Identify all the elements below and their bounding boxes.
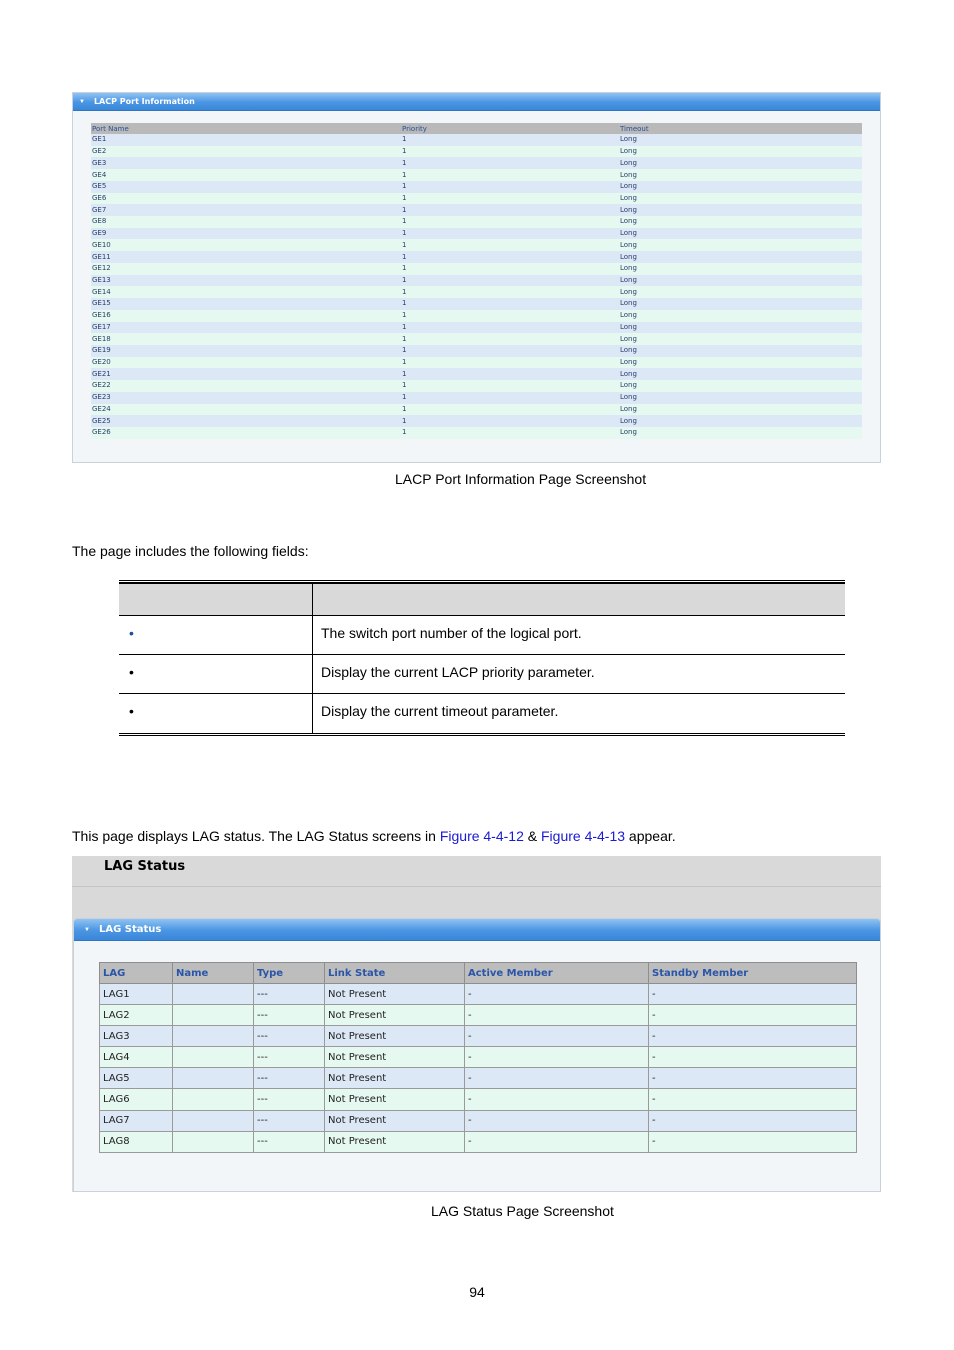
- active-member-cell: -: [465, 1047, 649, 1068]
- link-state-cell: Not Present: [325, 1131, 465, 1152]
- standby-member-cell: -: [649, 1026, 857, 1047]
- timeout-cell: Long: [619, 239, 862, 251]
- type-cell: ---: [254, 1068, 325, 1089]
- active-member-cell: -: [465, 1005, 649, 1026]
- timeout-cell: Long: [619, 216, 862, 228]
- active-member-cell: -: [465, 1026, 649, 1047]
- port-name-cell: GE13: [91, 275, 401, 287]
- fields-intro-text: The page includes the following fields:: [72, 543, 309, 559]
- standby-member-cell: -: [649, 1047, 857, 1068]
- table-row: [100, 1089, 857, 1110]
- lacp-panel-header[interactable]: [73, 93, 880, 111]
- lag-panel-title: LAG Status: [98, 924, 162, 935]
- timeout-cell: Long: [619, 181, 862, 193]
- standby-member-cell: -: [649, 1089, 857, 1110]
- lag-cell: LAG7: [100, 1110, 173, 1131]
- table-row: [91, 310, 862, 322]
- priority-cell: 1: [401, 275, 619, 287]
- timeout-cell: Long: [619, 263, 862, 275]
- name-cell: [173, 1131, 254, 1152]
- port-name-cell: GE20: [91, 357, 401, 369]
- column-header-priority: Priority: [401, 123, 619, 134]
- column-header-name: Name: [173, 963, 254, 984]
- active-member-cell: -: [465, 984, 649, 1005]
- name-cell: [173, 1026, 254, 1047]
- figure-link-4-4-12[interactable]: Figure 4-4-12: [439, 828, 524, 844]
- link-state-cell: Not Present: [325, 1026, 465, 1047]
- priority-cell: 1: [401, 146, 619, 158]
- table-row: [100, 1131, 857, 1152]
- type-cell: ---: [254, 1005, 325, 1026]
- table-row: [119, 694, 845, 733]
- priority-cell: 1: [401, 193, 619, 205]
- bullet: •: [129, 664, 134, 680]
- table-row: [91, 357, 862, 369]
- timeout-cell: Long: [619, 286, 862, 298]
- table-row: [100, 984, 857, 1005]
- lacp-port-information-panel: [72, 92, 881, 463]
- type-cell: ---: [254, 1131, 325, 1152]
- port-name-cell: GE17: [91, 322, 401, 334]
- priority-cell: 1: [401, 380, 619, 392]
- figure-link-4-4-13[interactable]: Figure 4-4-13: [541, 828, 626, 844]
- port-name-cell: GE9: [91, 228, 401, 240]
- lag-panel-header[interactable]: [74, 919, 880, 941]
- port-name-cell: GE5: [91, 181, 401, 193]
- fields-table-header: [119, 583, 845, 616]
- standby-member-cell: -: [649, 984, 857, 1005]
- table-row: [91, 216, 862, 228]
- column-header-timeout: Timeout: [619, 123, 862, 134]
- table-row: [91, 275, 862, 287]
- bullet: •: [129, 703, 134, 719]
- priority-cell: 1: [401, 181, 619, 193]
- column-header-type: Type: [254, 963, 325, 984]
- field-description: The switch port number of the logical port.: [321, 625, 582, 641]
- column-header-standby-member: Standby Member: [649, 963, 857, 984]
- lacp-figure-caption: LACP Port Information Page Screenshot: [395, 471, 647, 487]
- priority-cell: 1: [401, 345, 619, 357]
- table-row: [91, 345, 862, 357]
- timeout-cell: Long: [619, 310, 862, 322]
- bullet: •: [129, 625, 134, 641]
- timeout-cell: Long: [619, 228, 862, 240]
- timeout-cell: Long: [619, 204, 862, 216]
- priority-cell: 1: [401, 298, 619, 310]
- port-name-cell: GE19: [91, 345, 401, 357]
- timeout-cell: Long: [619, 345, 862, 357]
- standby-member-cell: -: [649, 1110, 857, 1131]
- table-row: [91, 392, 862, 404]
- port-name-cell: GE4: [91, 169, 401, 181]
- table-row: [91, 368, 862, 380]
- table-row: [91, 415, 862, 427]
- table-row: [100, 1110, 857, 1131]
- timeout-cell: Long: [619, 368, 862, 380]
- type-cell: ---: [254, 1089, 325, 1110]
- priority-cell: 1: [401, 357, 619, 369]
- lag-cell: LAG6: [100, 1089, 173, 1110]
- lag-cell: LAG2: [100, 1005, 173, 1026]
- table-row: [100, 1068, 857, 1089]
- type-cell: ---: [254, 1047, 325, 1068]
- lacp-port-table: [91, 123, 862, 439]
- table-row: [91, 193, 862, 205]
- table-row: [100, 1047, 857, 1068]
- active-member-cell: -: [465, 1068, 649, 1089]
- link-state-cell: Not Present: [325, 984, 465, 1005]
- link-state-cell: Not Present: [325, 1005, 465, 1026]
- table-row: [119, 655, 845, 694]
- timeout-cell: Long: [619, 298, 862, 310]
- port-name-cell: GE23: [91, 392, 401, 404]
- name-cell: [173, 1089, 254, 1110]
- lag-intro-text: This page displays LAG status. The LAG Status screens in Figure 4-4-12 & Figure 4-4-13 appear.: [72, 828, 676, 844]
- table-row: [91, 333, 862, 345]
- field-description: Display the current timeout parameter.: [321, 703, 559, 719]
- port-name-cell: GE12: [91, 263, 401, 275]
- port-name-cell: GE15: [91, 298, 401, 310]
- link-state-cell: Not Present: [325, 1089, 465, 1110]
- timeout-cell: Long: [619, 333, 862, 345]
- column-header-link-state: Link State: [325, 963, 465, 984]
- priority-cell: 1: [401, 204, 619, 216]
- link-state-cell: Not Present: [325, 1110, 465, 1131]
- port-name-cell: GE8: [91, 216, 401, 228]
- lag-status-table: [99, 962, 857, 1153]
- lag-cell: LAG4: [100, 1047, 173, 1068]
- port-name-cell: GE14: [91, 286, 401, 298]
- lag-status-page: [72, 856, 881, 1192]
- port-name-cell: GE16: [91, 310, 401, 322]
- priority-cell: 1: [401, 415, 619, 427]
- port-name-cell: GE22: [91, 380, 401, 392]
- port-name-cell: GE18: [91, 333, 401, 345]
- standby-member-cell: -: [649, 1005, 857, 1026]
- priority-cell: 1: [401, 310, 619, 322]
- table-row: [91, 204, 862, 216]
- link-state-cell: Not Present: [325, 1068, 465, 1089]
- name-cell: [173, 1047, 254, 1068]
- page-number: 94: [469, 1284, 485, 1300]
- priority-cell: 1: [401, 286, 619, 298]
- page-title: LAG Status: [72, 856, 881, 887]
- table-row: [91, 322, 862, 334]
- priority-cell: 1: [401, 333, 619, 345]
- type-cell: ---: [254, 1110, 325, 1131]
- port-name-cell: GE10: [91, 239, 401, 251]
- lag-cell: LAG3: [100, 1026, 173, 1047]
- port-name-cell: GE7: [91, 204, 401, 216]
- port-name-cell: GE11: [91, 251, 401, 263]
- table-row: [119, 616, 845, 655]
- type-cell: ---: [254, 1026, 325, 1047]
- priority-cell: 1: [401, 228, 619, 240]
- port-name-cell: GE2: [91, 146, 401, 158]
- timeout-cell: Long: [619, 146, 862, 158]
- priority-cell: 1: [401, 134, 619, 146]
- timeout-cell: Long: [619, 357, 862, 369]
- timeout-cell: Long: [619, 392, 862, 404]
- port-name-cell: GE6: [91, 193, 401, 205]
- field-description: Display the current LACP priority parameter.: [321, 664, 595, 680]
- collapse-triangle-icon[interactable]: ▼: [84, 926, 90, 933]
- table-row: [91, 380, 862, 392]
- timeout-cell: Long: [619, 415, 862, 427]
- table-row: [91, 169, 862, 181]
- priority-cell: 1: [401, 368, 619, 380]
- table-row: [91, 228, 862, 240]
- priority-cell: 1: [401, 157, 619, 169]
- table-row: [91, 298, 862, 310]
- priority-cell: 1: [401, 392, 619, 404]
- table-row: [91, 286, 862, 298]
- priority-cell: 1: [401, 169, 619, 181]
- timeout-cell: Long: [619, 169, 862, 181]
- timeout-cell: Long: [619, 251, 862, 263]
- column-header-active-member: Active Member: [465, 963, 649, 984]
- timeout-cell: Long: [619, 380, 862, 392]
- timeout-cell: Long: [619, 404, 862, 416]
- port-name-cell: GE25: [91, 415, 401, 427]
- priority-cell: 1: [401, 239, 619, 251]
- table-row: [91, 134, 862, 146]
- priority-cell: 1: [401, 263, 619, 275]
- lag-figure-caption: LAG Status Page Screenshot: [431, 1203, 614, 1219]
- table-row: [91, 251, 862, 263]
- name-cell: [173, 1005, 254, 1026]
- port-name-cell: GE24: [91, 404, 401, 416]
- timeout-cell: Long: [619, 134, 862, 146]
- port-name-cell: GE3: [91, 157, 401, 169]
- timeout-cell: Long: [619, 322, 862, 334]
- lag-cell: LAG5: [100, 1068, 173, 1089]
- table-row: [100, 1026, 857, 1047]
- name-cell: [173, 1068, 254, 1089]
- timeout-cell: Long: [619, 275, 862, 287]
- port-name-cell: GE1: [91, 134, 401, 146]
- priority-cell: 1: [401, 427, 619, 439]
- link-state-cell: Not Present: [325, 1047, 465, 1068]
- lag-status-panel: [73, 918, 881, 1192]
- priority-cell: 1: [401, 404, 619, 416]
- standby-member-cell: -: [649, 1068, 857, 1089]
- table-row: [100, 1005, 857, 1026]
- table-row: [91, 181, 862, 193]
- port-name-cell: GE21: [91, 368, 401, 380]
- timeout-cell: Long: [619, 427, 862, 439]
- name-cell: [173, 984, 254, 1005]
- lacp-panel-title: LACP Port Information: [93, 97, 195, 106]
- column-header-lag: LAG: [100, 963, 173, 984]
- table-row: [91, 427, 862, 439]
- active-member-cell: -: [465, 1110, 649, 1131]
- active-member-cell: -: [465, 1131, 649, 1152]
- priority-cell: 1: [401, 216, 619, 228]
- standby-member-cell: -: [649, 1131, 857, 1152]
- table-row: [91, 239, 862, 251]
- lag-cell: LAG8: [100, 1131, 173, 1152]
- table-row: [91, 263, 862, 275]
- name-cell: [173, 1110, 254, 1131]
- active-member-cell: -: [465, 1089, 649, 1110]
- collapse-triangle-icon[interactable]: ▼: [79, 98, 85, 105]
- port-name-cell: GE26: [91, 427, 401, 439]
- table-row: [91, 404, 862, 416]
- fields-description-table: [119, 580, 845, 736]
- table-row: [91, 146, 862, 158]
- timeout-cell: Long: [619, 157, 862, 169]
- type-cell: ---: [254, 984, 325, 1005]
- lag-cell: LAG1: [100, 984, 173, 1005]
- column-header-port-name: Port Name: [91, 123, 401, 134]
- timeout-cell: Long: [619, 193, 862, 205]
- table-row: [91, 157, 862, 169]
- priority-cell: 1: [401, 322, 619, 334]
- priority-cell: 1: [401, 251, 619, 263]
